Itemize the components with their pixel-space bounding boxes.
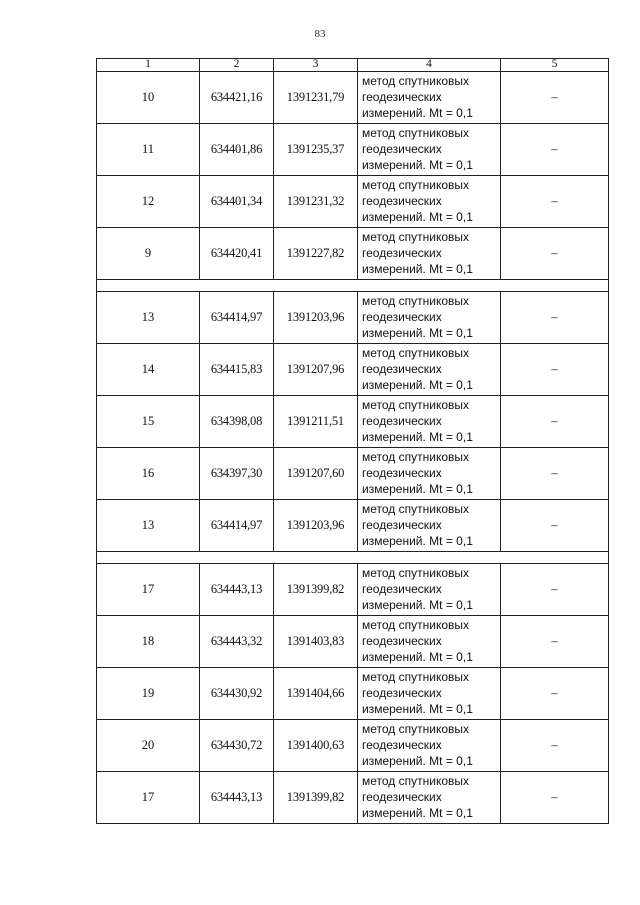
method-text-line: метод спутниковых — [362, 74, 470, 88]
method-text-line: геодезических — [362, 310, 442, 324]
method-cell — [358, 395, 501, 447]
x-coordinate-cell: 634420,41 — [200, 227, 274, 279]
table-row — [97, 667, 609, 719]
method-cell — [358, 71, 501, 123]
method-text-line: метод спутниковых — [362, 566, 470, 580]
method-text-line: метод спутниковых — [362, 398, 470, 412]
x-coordinate-cell: 634430,92 — [200, 667, 274, 719]
y-coordinate-cell: 1391403,83 — [274, 615, 358, 667]
col-header-3: 3 — [274, 59, 358, 72]
method-text-line: измерений. Mt = 0,1 — [362, 158, 473, 172]
point-number-cell: 11 — [97, 123, 200, 175]
method-cell — [358, 291, 501, 343]
method-cell — [358, 175, 501, 227]
table-row — [97, 175, 609, 227]
y-coordinate-cell: 1391207,60 — [274, 447, 358, 499]
method-text-line: измерений. Mt = 0,1 — [362, 534, 473, 548]
x-coordinate-cell: 634414,97 — [200, 291, 274, 343]
y-coordinate-cell: 1391203,96 — [274, 499, 358, 551]
x-coordinate-cell: 634415,83 — [200, 343, 274, 395]
table-row — [97, 71, 609, 123]
point-number-cell: 10 — [97, 71, 200, 123]
note-cell: – — [501, 719, 609, 771]
y-coordinate-cell: 1391399,82 — [274, 563, 358, 615]
table-row — [97, 343, 609, 395]
table-row — [97, 563, 609, 615]
note-cell: – — [501, 123, 609, 175]
x-coordinate-cell: 634443,32 — [200, 615, 274, 667]
x-coordinate-cell: 634443,13 — [200, 563, 274, 615]
table-row — [97, 395, 609, 447]
x-coordinate-cell: 634401,86 — [200, 123, 274, 175]
method-text-line: метод спутниковых — [362, 502, 470, 516]
table-row — [97, 771, 609, 823]
table-row — [97, 499, 609, 551]
col-header-1: 1 — [97, 59, 200, 72]
separator-cell — [97, 551, 609, 563]
method-text-line: измерений. Mt = 0,1 — [362, 650, 473, 664]
method-text-line: метод спутниковых — [362, 774, 470, 788]
y-coordinate-cell: 1391235,37 — [274, 123, 358, 175]
y-coordinate-cell: 1391211,51 — [274, 395, 358, 447]
note-cell: – — [501, 499, 609, 551]
note-cell: – — [501, 343, 609, 395]
x-coordinate-cell: 634430,72 — [200, 719, 274, 771]
point-number-cell: 14 — [97, 343, 200, 395]
method-text-line: геодезических — [362, 582, 442, 596]
y-coordinate-cell: 1391207,96 — [274, 343, 358, 395]
method-cell — [358, 123, 501, 175]
table-row — [97, 719, 609, 771]
table-row — [97, 447, 609, 499]
method-text-line: измерений. Mt = 0,1 — [362, 106, 473, 120]
x-coordinate-cell: 634401,34 — [200, 175, 274, 227]
method-text-line: измерений. Mt = 0,1 — [362, 598, 473, 612]
note-cell: – — [501, 667, 609, 719]
table-body — [97, 59, 609, 824]
x-coordinate-cell: 634421,16 — [200, 71, 274, 123]
note-cell: – — [501, 771, 609, 823]
point-number-cell: 13 — [97, 499, 200, 551]
method-cell — [358, 227, 501, 279]
y-coordinate-cell: 1391399,82 — [274, 771, 358, 823]
method-text-line: измерений. Mt = 0,1 — [362, 262, 473, 276]
point-number-cell: 19 — [97, 667, 200, 719]
col-header-4: 4 — [358, 59, 501, 72]
y-coordinate-cell: 1391203,96 — [274, 291, 358, 343]
method-text-line: геодезических — [362, 738, 442, 752]
x-coordinate-cell: 634398,08 — [200, 395, 274, 447]
method-text-line: измерений. Mt = 0,1 — [362, 482, 473, 496]
note-cell: – — [501, 395, 609, 447]
point-number-cell: 18 — [97, 615, 200, 667]
note-cell: – — [501, 563, 609, 615]
method-text-line: метод спутниковых — [362, 346, 470, 360]
point-number-cell: 13 — [97, 291, 200, 343]
note-cell: – — [501, 175, 609, 227]
method-cell — [358, 499, 501, 551]
method-text-line: измерений. Mt = 0,1 — [362, 326, 473, 340]
method-text-line: метод спутниковых — [362, 230, 470, 244]
method-cell — [358, 719, 501, 771]
y-coordinate-cell: 1391227,82 — [274, 227, 358, 279]
note-cell: – — [501, 71, 609, 123]
method-text-line: метод спутниковых — [362, 670, 470, 684]
point-number-cell: 15 — [97, 395, 200, 447]
note-cell: – — [501, 291, 609, 343]
table-row — [97, 123, 609, 175]
method-text-line: геодезических — [362, 790, 442, 804]
page-number: 83 — [314, 28, 326, 40]
table-row — [97, 227, 609, 279]
note-cell: – — [501, 227, 609, 279]
method-text-line: измерений. Mt = 0,1 — [362, 754, 473, 768]
method-text-line: геодезических — [362, 414, 442, 428]
method-text-line: метод спутниковых — [362, 294, 470, 308]
method-cell — [358, 615, 501, 667]
point-number-cell: 20 — [97, 719, 200, 771]
coordinates-table — [96, 58, 609, 824]
method-text-line: геодезических — [362, 634, 442, 648]
method-cell — [358, 563, 501, 615]
method-text-line: геодезических — [362, 90, 442, 104]
y-coordinate-cell: 1391404,66 — [274, 667, 358, 719]
method-text-line: метод спутниковых — [362, 722, 470, 736]
y-coordinate-cell: 1391400,63 — [274, 719, 358, 771]
separator-cell — [97, 279, 609, 291]
method-text-line: метод спутниковых — [362, 618, 470, 632]
point-number-cell: 17 — [97, 771, 200, 823]
block-separator-row — [97, 279, 609, 291]
note-cell: – — [501, 447, 609, 499]
method-text-line: геодезических — [362, 518, 442, 532]
method-text-line: геодезических — [362, 142, 442, 156]
block-separator-row — [97, 551, 609, 563]
col-header-2: 2 — [200, 59, 274, 72]
method-text-line: геодезических — [362, 362, 442, 376]
x-coordinate-cell: 634443,13 — [200, 771, 274, 823]
point-number-cell: 12 — [97, 175, 200, 227]
method-text-line: геодезических — [362, 246, 442, 260]
method-cell — [358, 447, 501, 499]
table-row — [97, 291, 609, 343]
y-coordinate-cell: 1391231,79 — [274, 71, 358, 123]
method-text-line: измерений. Mt = 0,1 — [362, 430, 473, 444]
point-number-cell: 17 — [97, 563, 200, 615]
table-row — [97, 615, 609, 667]
method-cell — [358, 343, 501, 395]
note-cell: – — [501, 615, 609, 667]
method-text-line: метод спутниковых — [362, 450, 470, 464]
method-text-line: метод спутниковых — [362, 126, 470, 140]
point-number-cell: 16 — [97, 447, 200, 499]
method-cell — [358, 667, 501, 719]
method-text-line: измерений. Mt = 0,1 — [362, 378, 473, 392]
method-text-line: измерений. Mt = 0,1 — [362, 210, 473, 224]
y-coordinate-cell: 1391231,32 — [274, 175, 358, 227]
header-row — [97, 59, 609, 72]
method-text-line: геодезических — [362, 686, 442, 700]
method-text-line: геодезических — [362, 194, 442, 208]
point-number-cell: 9 — [97, 227, 200, 279]
method-cell — [358, 771, 501, 823]
col-header-5: 5 — [501, 59, 609, 72]
x-coordinate-cell: 634397,30 — [200, 447, 274, 499]
method-text-line: метод спутниковых — [362, 178, 470, 192]
x-coordinate-cell: 634414,97 — [200, 499, 274, 551]
method-text-line: измерений. Mt = 0,1 — [362, 806, 473, 820]
method-text-line: измерений. Mt = 0,1 — [362, 702, 473, 716]
method-text-line: геодезических — [362, 466, 442, 480]
